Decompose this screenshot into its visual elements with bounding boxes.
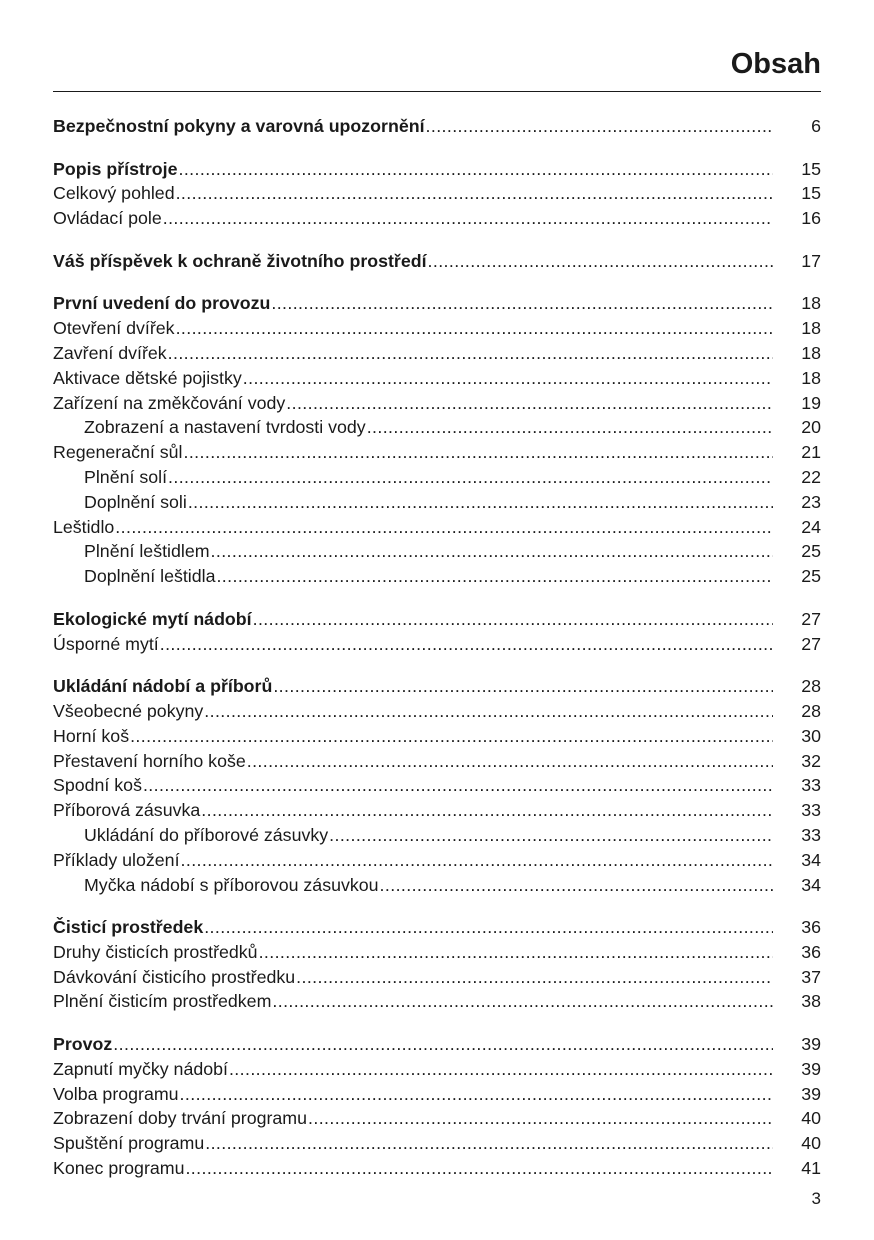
toc-entry-title: Ukládání do příborové zásuvky [84,824,329,845]
toc-entry-page: 22 [801,466,821,487]
toc-entry-page: 39 [801,1058,821,1079]
dot-leader [168,341,773,366]
toc-subsection-entry[interactable] [53,539,821,564]
toc-section [53,607,821,657]
dot-leader [179,157,774,182]
dot-leader [216,564,773,589]
toc-section-entry[interactable] [53,1106,821,1131]
toc-entry-page: 25 [801,541,821,562]
toc-entry-page: 6 [811,116,821,136]
dot-leader [176,316,773,341]
toc-entry-page: 27 [801,608,821,629]
toc-section-entry[interactable] [53,632,821,657]
toc-entry-page: 21 [801,442,821,463]
toc-entry-title: Příklady uložení [53,849,180,870]
toc-section-entry[interactable] [53,940,821,965]
toc-entry-title: Spuštění programu [53,1133,205,1154]
dot-leader [201,798,773,823]
toc-chapter-entry[interactable] [53,157,821,182]
toc-entry-title: Zapnutí myčky nádobí [53,1058,228,1079]
page-title: Obsah [730,48,821,80]
toc-entry-page: 41 [801,1158,821,1179]
toc-section-entry[interactable] [53,965,821,990]
toc-entry-page: 18 [801,293,821,314]
toc-entry-page: 15 [801,183,821,204]
toc-section-entry[interactable] [53,1057,821,1082]
toc-entry-title: Volba programu [53,1083,179,1104]
toc-section-entry[interactable] [53,699,821,724]
toc-entry-page: 27 [801,633,821,654]
toc-section [53,291,821,589]
toc-entry-page: 18 [801,367,821,388]
toc-section-entry[interactable] [53,798,821,823]
dot-leader [143,773,773,798]
toc-entry-title: Druhy čisticích prostředků [53,941,258,962]
toc-entry-title: Zobrazení a nastavení tvrdosti vody [84,417,366,438]
toc-section [53,915,821,1014]
dot-leader [426,114,773,139]
toc-entry-title: Úsporné mytí [53,633,159,654]
toc-entry-title: Leštidlo [53,516,115,537]
toc-section-entry[interactable] [53,1082,821,1107]
dot-leader [380,873,773,898]
toc-section [53,157,821,231]
dot-leader [253,607,773,632]
dot-leader [115,515,773,540]
toc-subsection-entry[interactable] [53,564,821,589]
dot-leader [113,1032,773,1057]
dot-leader [163,206,773,231]
dot-leader [428,249,773,274]
toc-entry-title: Aktivace dětské pojistky [53,367,242,388]
toc-entry-page: 25 [801,566,821,587]
toc-entry-title: Otevření dvířek [53,318,175,339]
toc-entry-page: 15 [801,158,821,179]
dot-leader [130,724,773,749]
toc-chapter-entry[interactable] [53,1032,821,1057]
toc-entry-page: 38 [801,991,821,1012]
toc-entry-title: Ekologické mytí nádobí [53,608,252,629]
dot-leader [184,440,774,465]
toc-section [53,249,821,274]
dot-leader [271,291,773,316]
toc-entry-page: 28 [801,676,821,697]
toc-chapter-entry[interactable] [53,249,821,274]
dot-leader [185,1156,773,1181]
toc-entry-title: Plnění čisticím prostředkem [53,991,272,1012]
toc-entry-title: Regenerační sůl [53,442,183,463]
toc-entry-title: Horní koš [53,725,130,746]
toc-entry-page: 40 [801,1108,821,1129]
dot-leader [296,965,773,990]
dot-leader [329,823,773,848]
toc-chapter-entry[interactable] [53,607,821,632]
dot-leader [181,848,773,873]
toc-chapter-entry[interactable] [53,291,821,316]
toc-entry-title: Provoz [53,1034,113,1055]
toc-section-entry[interactable] [53,848,821,873]
toc-section-entry[interactable] [53,181,821,206]
toc-section-entry[interactable] [53,724,821,749]
dot-leader [367,415,773,440]
toc-entry-page: 39 [801,1083,821,1104]
title-divider [53,91,821,92]
toc-chapter-entry[interactable] [53,674,821,699]
toc-entry-title: Plnění leštidlem [84,541,210,562]
toc-entry-title: Plnění solí [84,466,168,487]
toc-subsection-entry[interactable] [53,465,821,490]
dot-leader [205,1131,773,1156]
toc-section-entry[interactable] [53,391,821,416]
toc-entry-page: 40 [801,1133,821,1154]
toc-subsection-entry[interactable] [53,873,821,898]
toc-subsection-entry[interactable] [53,415,821,440]
toc-entry-title: Dávkování čisticího prostředku [53,966,296,987]
dot-leader [204,915,773,940]
toc-entry-page: 33 [801,824,821,845]
toc-chapter-entry[interactable] [53,114,821,139]
toc-entry-page: 34 [801,849,821,870]
toc-entry-title: Váš příspěvek k ochraně životního prostředí [53,250,427,271]
toc-entry-page: 28 [801,700,821,721]
toc-section-entry[interactable] [53,366,821,391]
page-number: 3 [811,1189,821,1208]
toc-entry-title: Přestavení horního koše [53,750,246,771]
toc-entry-page: 19 [801,392,821,413]
toc-entry-page: 34 [801,874,821,895]
dot-leader [247,749,773,774]
toc-entry-title: Bezpečnostní pokyny a varovná upozornění [53,116,425,136]
toc-entry-title: Ukládání nádobí a příborů [53,676,273,697]
toc-section-entry[interactable] [53,515,821,540]
toc-section [53,1032,821,1181]
toc-entry-page: 36 [801,917,821,938]
dot-leader [211,539,773,564]
toc-entry-title: Zobrazení doby trvání programu [53,1108,308,1129]
toc-entry-page: 30 [801,725,821,746]
toc-subsection-entry[interactable] [53,490,821,515]
toc-entry-page: 36 [801,941,821,962]
toc-chapter-entry[interactable] [53,915,821,940]
toc-entry-title: Zavření dvířek [53,342,167,363]
toc-section-entry[interactable] [53,1156,821,1181]
toc-entry-page: 20 [801,417,821,438]
toc-entry-page: 24 [801,516,821,537]
dot-leader [176,181,773,206]
dot-leader [286,391,773,416]
toc-entry-title: Spodní koš [53,775,142,796]
toc-entry-title: Doplnění soli [84,491,187,512]
toc-entry-title: Popis přístroje [53,158,178,179]
toc-section-entry[interactable] [53,206,821,231]
toc-entry-title: Čisticí prostředek [53,917,204,938]
dot-leader [204,699,773,724]
toc-entry-page: 16 [801,208,821,229]
toc-entry-page: 17 [801,250,821,271]
toc-entry-title: Příborová zásuvka [53,800,201,821]
dot-leader [168,465,773,490]
toc-section-entry[interactable] [53,1131,821,1156]
toc-entry-title: Myčka nádobí s příborovou zásuvkou [84,874,379,895]
toc-entry-page: 33 [801,775,821,796]
dot-leader [259,940,773,965]
toc-entry-title: První uvedení do provozu [53,293,271,314]
toc-section-entry[interactable] [53,773,821,798]
toc-section [53,114,821,139]
toc-section [53,674,821,897]
toc-entry-page: 32 [801,750,821,771]
toc-section-entry[interactable] [53,316,821,341]
toc-section-entry[interactable] [53,749,821,774]
toc-entry-title: Zařízení na změkčování vody [53,392,286,413]
table-of-contents [53,114,821,1199]
toc-entry-title: Celkový pohled [53,183,175,204]
toc-entry-page: 33 [801,800,821,821]
dot-leader [180,1082,773,1107]
dot-leader [160,632,773,657]
toc-subsection-entry[interactable] [53,823,821,848]
toc-entry-page: 23 [801,491,821,512]
toc-entry-page: 18 [801,342,821,363]
dot-leader [243,366,773,391]
dot-leader [273,674,773,699]
toc-entry-title: Ovládací pole [53,208,162,229]
toc-entry-page: 18 [801,318,821,339]
toc-entry-page: 39 [801,1034,821,1055]
toc-entry-page: 37 [801,966,821,987]
toc-section-entry[interactable] [53,440,821,465]
dot-leader [229,1057,773,1082]
toc-entry-title: Všeobecné pokyny [53,700,204,721]
toc-section-entry[interactable] [53,341,821,366]
dot-leader [308,1106,773,1131]
toc-entry-title: Doplnění leštidla [84,566,216,587]
toc-section-entry[interactable] [53,989,821,1014]
dot-leader [188,490,773,515]
dot-leader [272,989,773,1014]
toc-entry-title: Konec programu [53,1158,185,1179]
